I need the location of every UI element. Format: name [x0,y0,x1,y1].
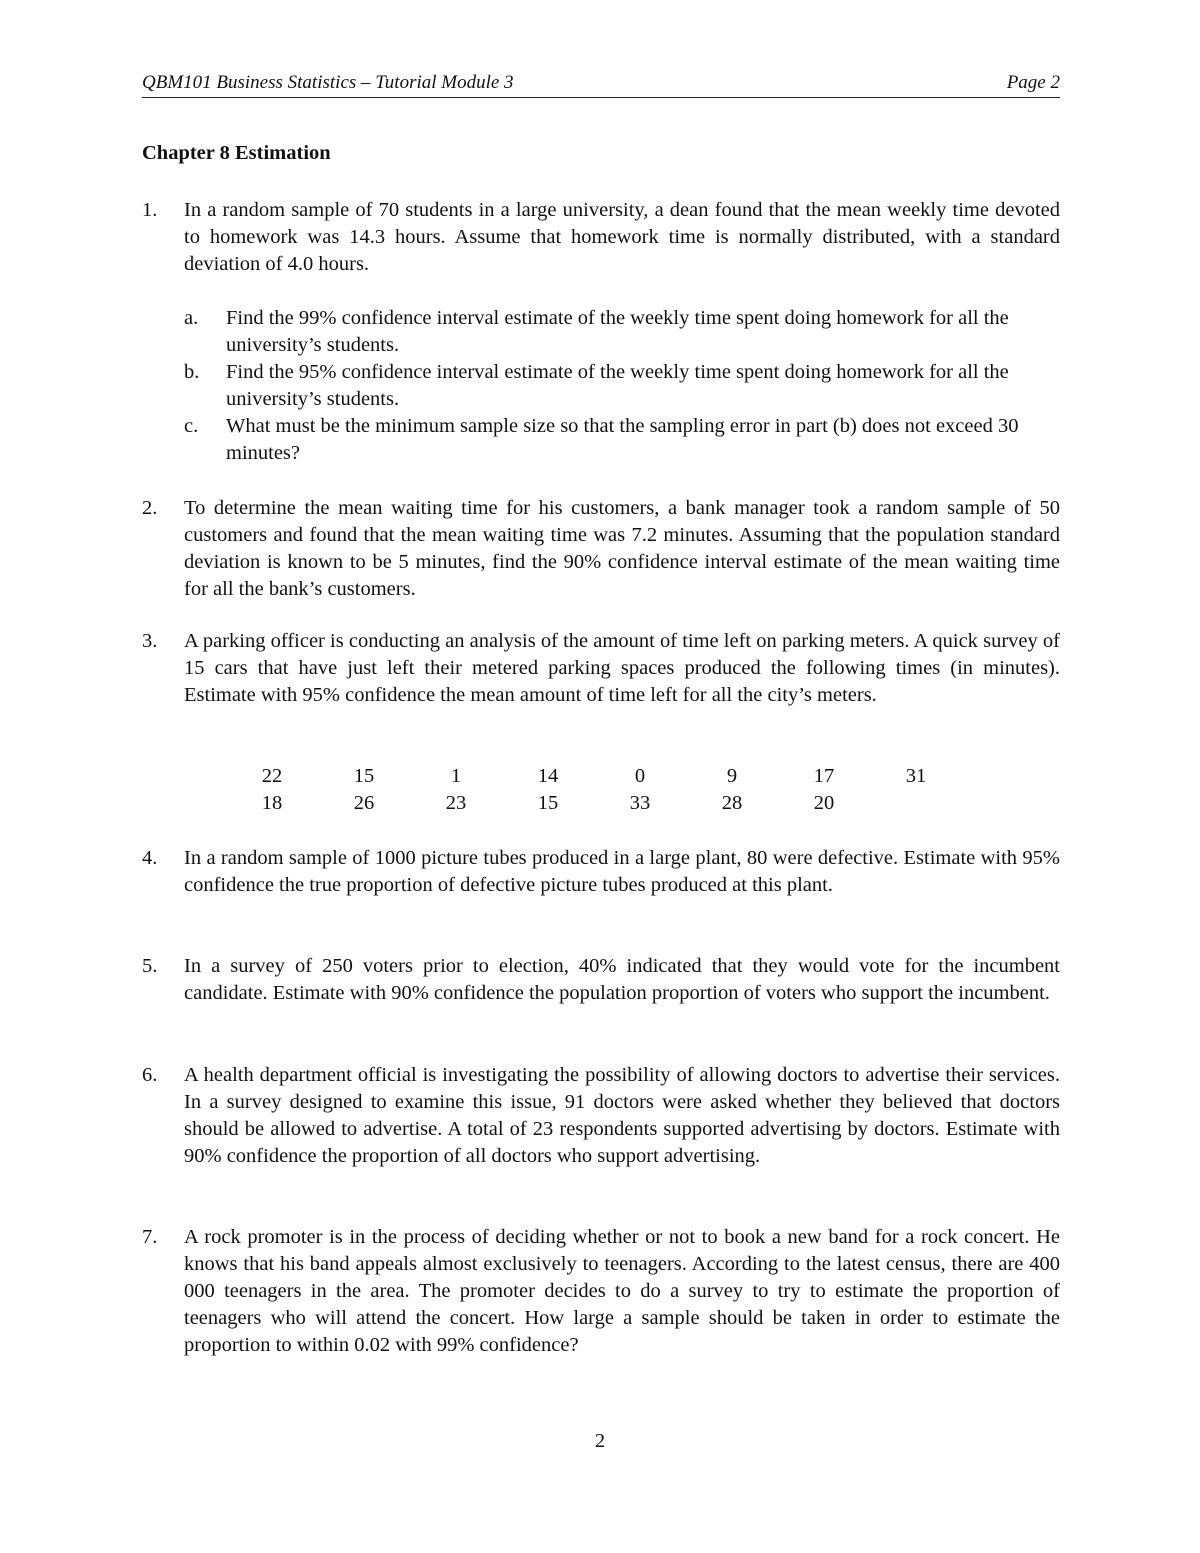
part-text: What must be the minimum sample size so that the sampling error in part (b) does not exceed 30 minutes? [226,415,1019,464]
table-cell: 1 [450,765,462,787]
table-cell: 22 [261,765,283,787]
question-part [184,305,1044,359]
question-1 [142,197,1060,278]
question-5 [142,953,1060,1007]
question-text: A parking officer is conducting an analysis of the amount of time left on parking meters. A quick survey of 15 cars that have just left their metered parking spaces produced the following times (in minutes). Estimate with 95% confidence the mean amount of time left for all the city’s meters. [184,630,1060,706]
header-page: Page 2 [1006,72,1060,93]
question-number: 7. [142,1226,158,1248]
question-4 [142,845,1060,899]
question-part [184,413,1044,467]
question-text: To determine the mean waiting time for his customers, a bank manager took a random sample of 50 customers and found that the mean waiting time was 7.2 minutes. Assuming that the population standard deviation is known to be 5 minutes, find the 90% confidence interval estimate of the mean waiting time for all the bank’s customers. [184,497,1060,600]
question-7 [142,1224,1060,1359]
part-text: Find the 99% confidence interval estimate of the weekly time spent doing homework for all the university’s students. [226,307,1009,356]
question-number: 2. [142,497,158,519]
question-number: 4. [142,847,158,869]
part-text: Find the 95% confidence interval estimate of the weekly time spent doing homework for all the university’s students. [226,361,1009,410]
question-text: A health department official is investigating the possibility of allowing doctors to advertise their services. In a survey designed to examine this issue, 91 doctors were asked whether they believed that doctors should be allowed to advertise. A total of 23 respondents supported advertising by doctors. Estimate with 90% confidence the proportion of all doctors who support advertising. [184,1064,1060,1167]
table-cell [870,790,962,817]
table-row [226,790,962,817]
table-cell: 0 [634,765,646,787]
question-number: 1. [142,199,158,221]
table-cell: 18 [261,792,283,814]
chapter-title: Chapter 8 Estimation [142,142,331,164]
page-number: 2 [594,1430,606,1452]
question-text: In a random sample of 70 students in a large university, a dean found that the mean weekly time devoted to homework was 14.3 hours. Assume that homework time is normally distributed, with a standard deviation of 4.0 hours. [184,199,1060,275]
question-text: In a survey of 250 voters prior to election, 40% indicated that they would vote for the incumbent candidate. Estimate with 90% confidence the population proportion of voters who support the incumbent. [184,955,1060,1004]
part-label: b. [184,361,200,383]
header-title: QBM101 Business Statistics – Tutorial Module 3 [142,72,514,93]
table-cell: 26 [353,792,375,814]
table-cell: 15 [353,765,375,787]
table-cell: 15 [537,792,559,814]
question-number: 6. [142,1064,158,1086]
part-label: a. [184,307,199,329]
question-text: A rock promoter is in the process of deciding whether or not to book a new band for a rock concert. He knows that his band appeals almost exclusively to teenagers. According to the latest census, there are 400 000 teenagers in the area. The promoter decides to do a survey to try to estimate the proportion of teenagers who will attend the concert. How large a sample should be taken in order to estimate the proportion to within 0.02 with 99% confidence? [184,1226,1060,1356]
question-number: 5. [142,955,158,977]
question-6 [142,1062,1060,1170]
table-cell: 23 [445,792,467,814]
table-cell: 14 [537,765,559,787]
page-header [142,72,1060,98]
question-1-parts [184,305,1044,467]
table-cell: 33 [629,792,651,814]
part-label: c. [184,415,199,437]
question-3 [142,628,1060,709]
question-number: 3. [142,630,158,652]
parking-times-table [226,763,962,817]
table-cell: 31 [905,765,927,787]
table-cell: 17 [813,765,835,787]
table-cell: 28 [721,792,743,814]
question-2 [142,495,1060,603]
question-part [184,359,1044,413]
table-cell: 20 [813,792,835,814]
table-cell: 9 [726,765,738,787]
table-row [226,763,962,790]
question-text: In a random sample of 1000 picture tubes produced in a large plant, 80 were defective. Estimate with 95% confidence the true proportion of defective picture tubes produced at this plant. [184,847,1060,896]
